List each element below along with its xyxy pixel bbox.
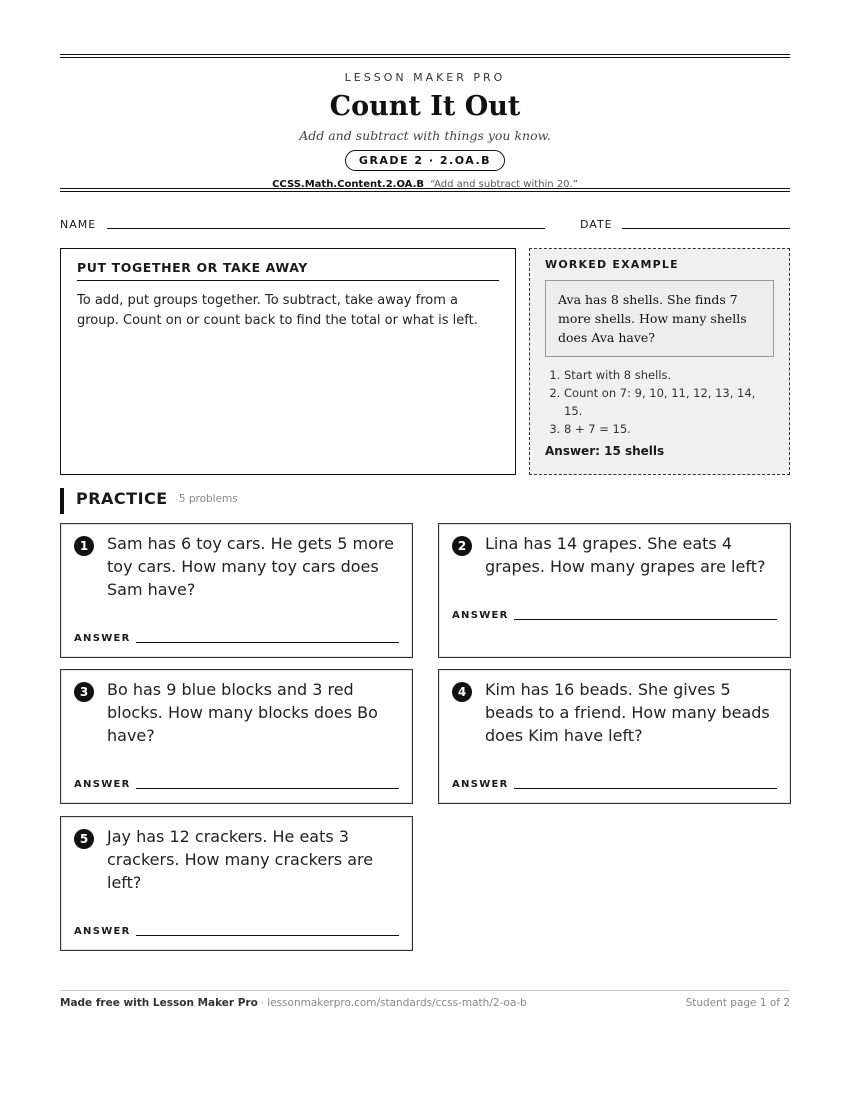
problem-number-badge: 2 xyxy=(452,536,472,556)
date-field[interactable] xyxy=(622,228,790,229)
footer-page-number: Student page 1 of 2 xyxy=(685,997,790,1009)
brand-name: LESSON MAKER PRO xyxy=(344,71,506,84)
date-label: DATE xyxy=(580,218,613,231)
problem-number-badge: 1 xyxy=(74,536,94,556)
worked-example-steps xyxy=(545,366,774,438)
footer-made-with: Made free with Lesson Maker Pro xyxy=(60,997,258,1009)
worked-example-problem: Ava has 8 shells. She finds 7 more shells. How many shells does Ava have? xyxy=(545,280,774,357)
problem-card-4 xyxy=(438,669,791,804)
concept-box xyxy=(60,248,516,475)
answer-field-3[interactable] xyxy=(136,788,399,789)
page-footer xyxy=(60,990,790,1009)
grade-badge: GRADE 2 · 2.OA.B xyxy=(345,150,505,171)
practice-heading xyxy=(60,488,238,514)
problem-card-1 xyxy=(60,523,413,658)
answer-field-5[interactable] xyxy=(136,935,399,936)
problem-card-3 xyxy=(60,669,413,804)
name-label: NAME xyxy=(60,218,97,231)
problem-number-badge: 3 xyxy=(74,682,94,702)
problem-text: Lina has 14 grapes. She eats 4 grapes. How many grapes are left? xyxy=(485,534,766,576)
worksheet-header xyxy=(60,58,790,188)
answer-label: ANSWER xyxy=(74,926,131,937)
name-field[interactable] xyxy=(107,228,545,229)
problem-text: Kim has 16 beads. She gives 5 beads to a friend. How many beads does Kim have left? xyxy=(485,680,770,745)
problem-text: Sam has 6 toy cars. He gets 5 more toy cars. How many toy cars does Sam have? xyxy=(107,534,394,599)
worked-example-step: 2. Count on 7: 9, 10, 11, 12, 13, 14, 15. xyxy=(564,384,774,420)
practice-count: 5 problems xyxy=(178,492,238,505)
answer-label: ANSWER xyxy=(74,779,131,790)
worksheet-title: Count It Out xyxy=(329,91,521,122)
worked-example-title: WORKED EXAMPLE xyxy=(545,258,679,271)
problem-number-badge: 5 xyxy=(74,829,94,849)
problem-card-2 xyxy=(438,523,791,658)
worked-example-answer: Answer: 15 shells xyxy=(545,444,665,458)
problem-text: Bo has 9 blue blocks and 3 red blocks. How many blocks does Bo have? xyxy=(107,680,378,745)
worked-example-box xyxy=(529,248,790,475)
answer-field-2[interactable] xyxy=(514,619,777,620)
footer-url-link[interactable]: lessonmakerpro.com/standards/ccss-math/2-oa-b xyxy=(267,997,527,1009)
problem-card-5 xyxy=(60,816,413,951)
answer-label: ANSWER xyxy=(452,779,509,790)
worked-example-step: 1. Start with 8 shells. xyxy=(564,366,774,384)
worksheet-subtitle: Add and subtract with things you know. xyxy=(299,128,551,143)
answer-field-1[interactable] xyxy=(136,642,399,643)
answer-label: ANSWER xyxy=(452,610,509,621)
standard-code: CCSS.Math.Content.2.OA.B xyxy=(272,179,425,190)
worksheet-page xyxy=(60,54,790,1009)
concept-title: PUT TOGETHER OR TAKE AWAY xyxy=(77,260,499,281)
footer-separator: · xyxy=(260,997,265,1009)
answer-label: ANSWER xyxy=(74,633,131,644)
answer-field-4[interactable] xyxy=(514,788,777,789)
standard-description: “Add and subtract within 20.” xyxy=(430,179,578,190)
concept-body: To add, put groups together. To subtract, take away from a group. Count on or count back to find the total or what is left. xyxy=(77,293,478,328)
problem-number-badge: 4 xyxy=(452,682,472,702)
worked-example-step: 3. 8 + 7 = 15. xyxy=(564,420,774,438)
problem-text: Jay has 12 crackers. He eats 3 crackers. How many crackers are left? xyxy=(107,827,374,892)
practice-title: PRACTICE xyxy=(76,489,168,508)
name-date-row xyxy=(60,214,790,234)
